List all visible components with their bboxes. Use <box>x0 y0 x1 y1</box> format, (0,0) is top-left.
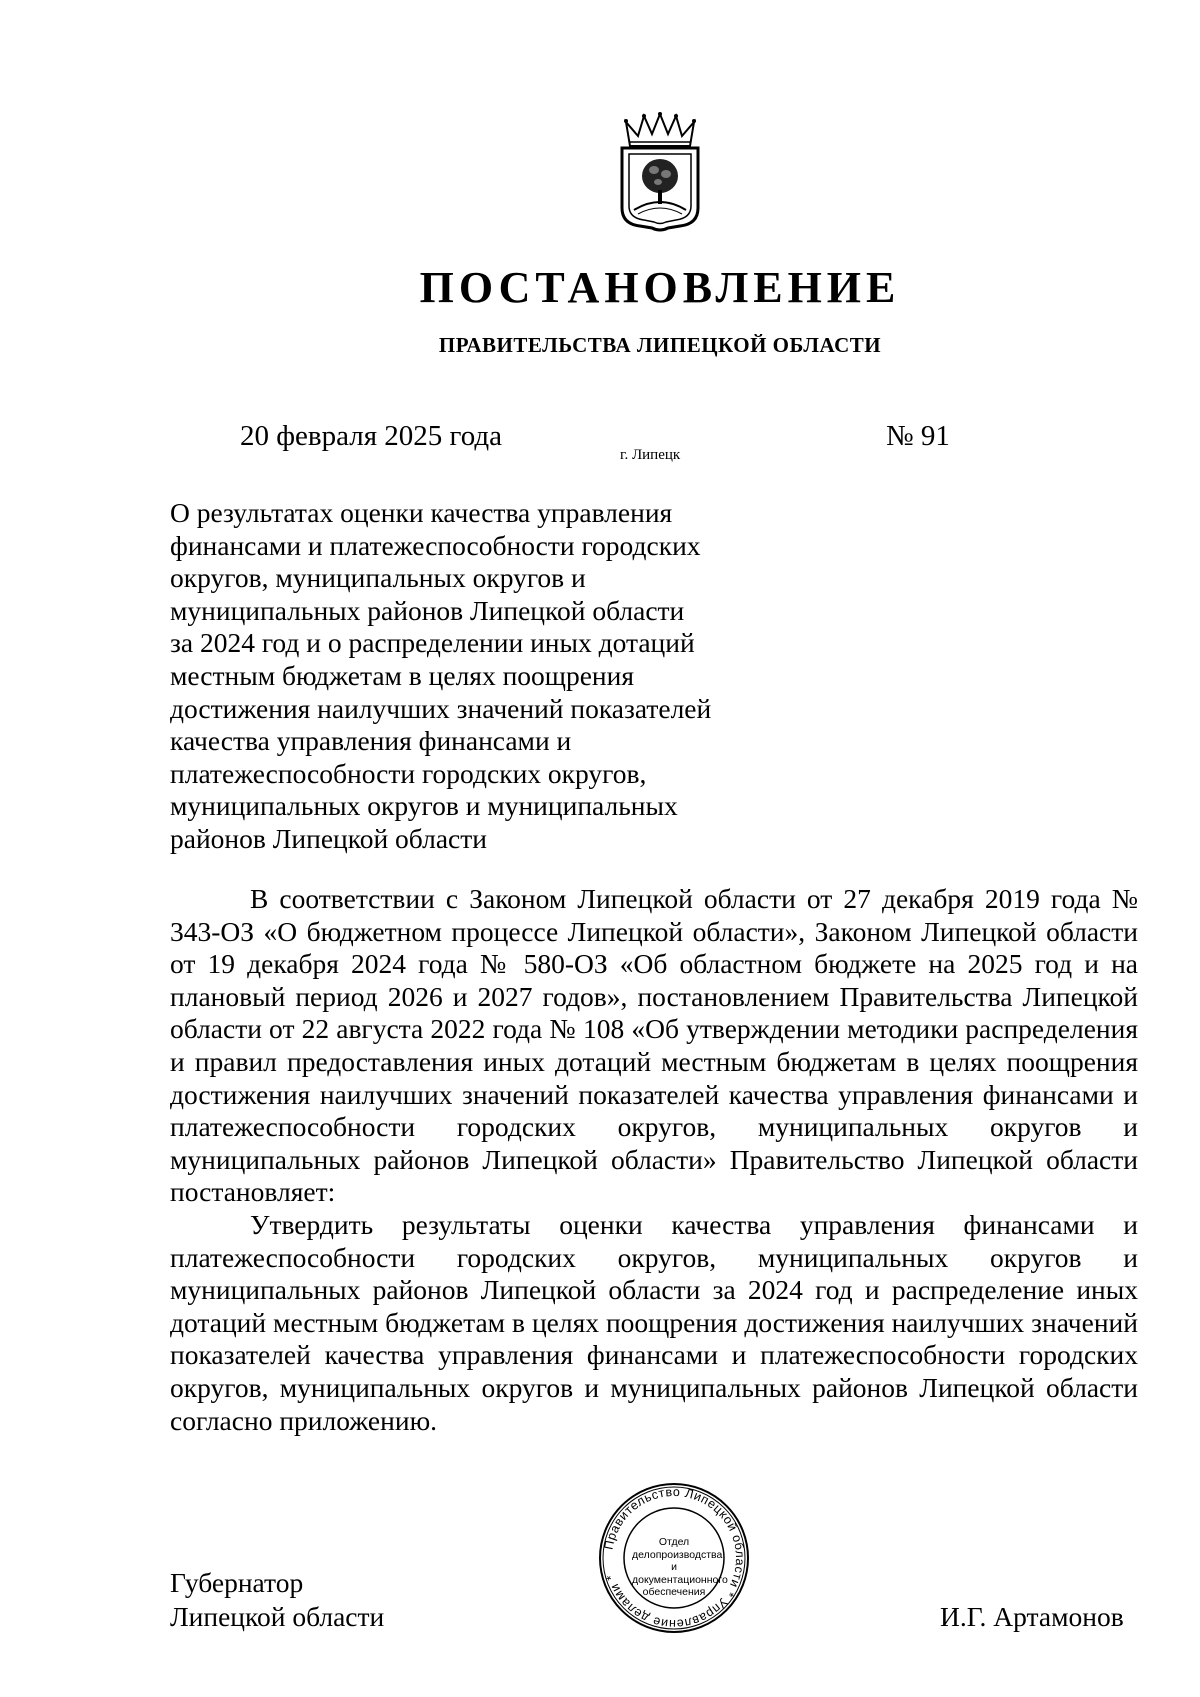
subject-line: достижения наилучших значений показателей <box>170 692 712 724</box>
stamp-inner-line: обеспечения <box>642 1586 706 1598</box>
subject-line: местным бюджетам в целях поощрения <box>170 659 635 691</box>
stamp-inner-line: Отдел <box>658 1536 690 1548</box>
lipetsk-oblast-coat-of-arms-icon <box>616 112 704 234</box>
document-number: № 91 <box>886 420 950 452</box>
subject-line: за 2024 год и о распределении иных дотаций <box>170 627 695 659</box>
signatory-position <box>170 1566 384 1634</box>
subject-line: О результатах оценки качества управления <box>170 497 673 528</box>
signatory-name: И.Г. Артамонов <box>940 1601 1124 1632</box>
signatory-position-line: Липецкой области <box>170 1601 385 1632</box>
issuer-title: ПРАВИТЕЛЬСТВА ЛИПЕЦКОЙ ОБЛАСТИ <box>438 333 882 357</box>
stamp-inner-line: делопроизводства и <box>632 1548 723 1573</box>
subject-line: муниципальных округов и муниципальных <box>170 790 678 822</box>
stamp-inner-line: документационного <box>632 1573 728 1586</box>
body-paragraph: В соответствии с Законом Липецкой области от 27 декабря 2019 года № 343-ОЗ «О бюджетном процессе Липецкой области», Законом Липецкой области от 19 декабря 2024 года № 580-ОЗ «Об областном бюджете на 2025 год и на плановый период 2026 и 2027 годов», постановлением Правительства Липецкой области от 22 августа 2022 года № 108 «Об утверждении методики распределения и правил предоставления иных дотаций местным бюджетам в целях поощрения достижения наилучших значений показателей качества управления финансами и платежеспособности городских округов, муниципальных округов и муниципальных районов Липецкой области» Правительство Липецкой области постановляет: <box>170 883 1138 1208</box>
document-type-title: ПОСТАНОВЛЕНИЕ <box>419 263 901 312</box>
document-body <box>170 883 1138 1437</box>
document-city: г. Липецк <box>620 447 681 463</box>
subject-line: качества управления финансами и <box>170 725 572 757</box>
signatory-position-line: Губернатор <box>170 1567 304 1598</box>
subject-line: платежеспособности городских округов, <box>170 757 647 789</box>
document-subject <box>170 497 730 856</box>
subject-line: районов Липецкой области <box>170 822 487 854</box>
subject-line: округов, муниципальных округов и <box>170 562 586 594</box>
stamp-outer-text: Правительство Липецкой области * Управление делами * <box>601 1484 748 1632</box>
document-date: 20 февраля 2025 года <box>240 420 503 452</box>
body-paragraph: Утвердить результаты оценки качества управления финансами и платежеспособности городских округов, муниципальных округов и муниципальных районов Липецкой области за 2024 год и распределение иных дотаций местным бюджетам в целях поощрения достижения наилучших значений показателей качества управления финансами и платежеспособности городских округов, муниципальных округов и муниципальных районов Липецкой области согласно приложению. <box>170 1208 1138 1436</box>
subject-line: финансами и платежеспособности городских <box>170 529 701 561</box>
subject-line: муниципальных районов Липецкой области <box>170 594 685 626</box>
stamp-inner-text <box>632 1536 728 1599</box>
